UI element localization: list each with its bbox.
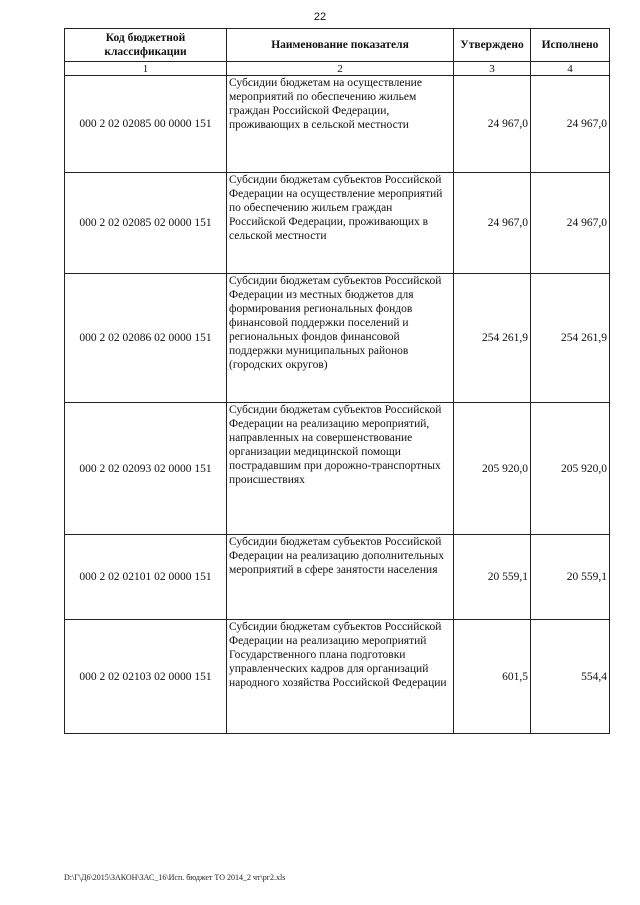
header-row	[65, 29, 610, 62]
header-name: Наименование показателя	[227, 29, 454, 62]
header-approved: Утверждено	[454, 29, 531, 62]
row-executed: 205 920,0	[531, 403, 610, 535]
row-executed: 554,4	[531, 620, 610, 734]
row-code: 000 2 02 02086 02 0000 151	[65, 274, 227, 403]
row-code: 000 2 02 02101 02 0000 151	[65, 535, 227, 620]
header-code: Код бюджетной классификации	[65, 29, 227, 62]
column-number: 2	[227, 62, 454, 76]
row-name: Субсидии бюджетам субъектов Российской Федерации из местных бюджетов для формирования региональных фондов финансовой поддержки поселений и региональных фондов финансовой поддержки муниципальных районов (городских округов)	[227, 274, 454, 403]
row-approved: 20 559,1	[454, 535, 531, 620]
column-number: 4	[531, 62, 610, 76]
row-code: 000 2 02 02085 02 0000 151	[65, 173, 227, 274]
budget-table	[64, 28, 610, 734]
row-name: Субсидии бюджетам субъектов Российской Федерации на реализацию мероприятий Государственного плана подготовки управленческих кадров для организаций народного хозяйства Российской Федерации	[227, 620, 454, 734]
row-code: 000 2 02 02103 02 0000 151	[65, 620, 227, 734]
page-number: 22	[313, 11, 327, 23]
table-row	[65, 173, 610, 274]
row-name: Субсидии бюджетам субъектов Российской Федерации на осуществление мероприятий по обеспечению жильем граждан Российской Федерации, проживающих в сельской местности	[227, 173, 454, 274]
row-approved: 24 967,0	[454, 76, 531, 173]
column-number: 1	[65, 62, 227, 76]
header-executed: Исполнено	[531, 29, 610, 62]
row-name: Субсидии бюджетам субъектов Российской Федерации на реализацию мероприятий, направленных на совершенствование организации медицинской помощи пострадавшим при дорожно-транспортных происшествиях	[227, 403, 454, 535]
table-row	[65, 535, 610, 620]
table-row	[65, 620, 610, 734]
row-approved: 24 967,0	[454, 173, 531, 274]
row-approved: 254 261,9	[454, 274, 531, 403]
row-executed: 20 559,1	[531, 535, 610, 620]
table-row	[65, 274, 610, 403]
column-number: 3	[454, 62, 531, 76]
table-row	[65, 403, 610, 535]
file-path-footer: D:\Г\Д6\2015\ЗАКОН\ЗАС_16\Исп. бюджет ТО 2014_2 чт\рг2.xls	[64, 873, 286, 882]
row-name: Субсидии бюджетам субъектов Российской Федерации на реализацию дополнительных мероприятий в сфере занятости населения	[227, 535, 454, 620]
row-executed: 24 967,0	[531, 173, 610, 274]
row-executed: 254 261,9	[531, 274, 610, 403]
row-code: 000 2 02 02093 02 0000 151	[65, 403, 227, 535]
row-name: Субсидии бюджетам на осуществление мероприятий по обеспечению жильем граждан Российской Федерации, проживающих в сельской местности	[227, 76, 454, 173]
column-number-row	[65, 62, 610, 76]
table-row	[65, 76, 610, 173]
row-code: 000 2 02 02085 00 0000 151	[65, 76, 227, 173]
row-approved: 205 920,0	[454, 403, 531, 535]
row-approved: 601,5	[454, 620, 531, 734]
row-executed: 24 967,0	[531, 76, 610, 173]
